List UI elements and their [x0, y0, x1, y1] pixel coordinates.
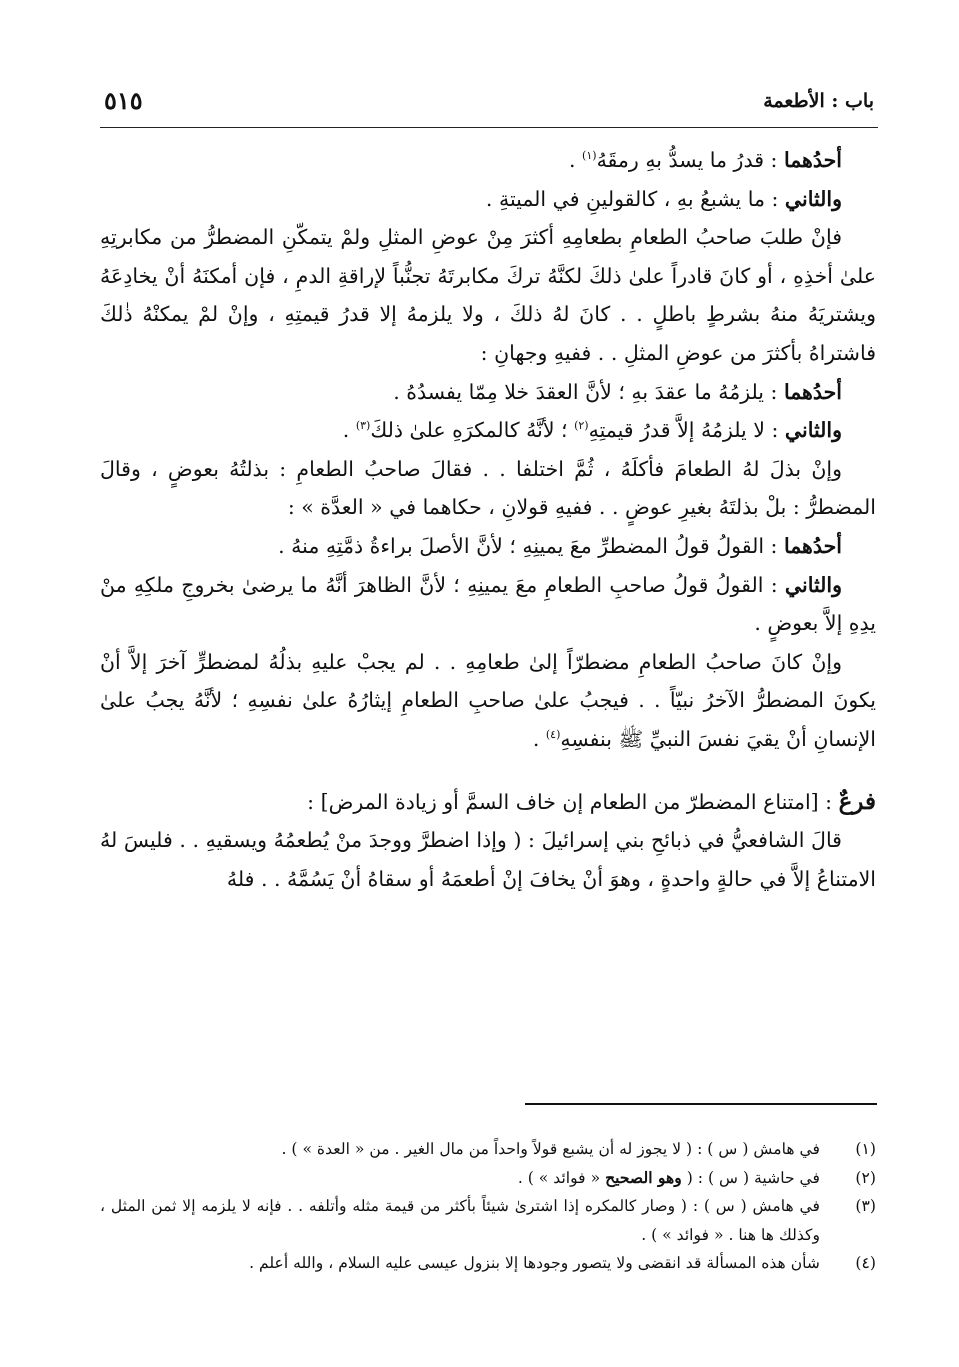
- paragraph-tail: .: [569, 148, 583, 172]
- footnote-text: في هامش ( س ) : ( لا يجوز له أن يشبع قولاً واحداً من مال الغير . من « العدة » ) .: [281, 1140, 820, 1158]
- paragraph-tail: .: [342, 418, 356, 443]
- footnote-text: في حاشية ( س ) : (: [681, 1168, 820, 1187]
- paragraph: [100, 527, 876, 566]
- paragraph-tail: .: [532, 726, 546, 751]
- paragraph-lead: والثاني: [784, 572, 842, 597]
- footnote: [100, 1164, 876, 1193]
- chapter-title: باب : الأطعمة: [763, 90, 874, 112]
- paragraph-text: وإنْ كانَ صاحبُ الطعامِ مضطرّاً إلىٰ طعامِهِ . . لم يجبْ عليهِ بذلُهُ لمضطرٍّ آخرَ إلاَّ أنْ يكونَ المضطرُّ الآخرُ نبيّاً . . فيجبُ علىٰ صاحبِ الطعامِ إيثارُهُ علىٰ نفسِهِ ؛ لأنَّهُ يجبُ علىٰ الإنسانِ أنْ يقيَ نفسَ النبيِّ ﷺ بنفسِهِ: [100, 649, 876, 751]
- paragraph: [100, 218, 876, 372]
- footnote: [100, 1249, 876, 1278]
- paragraph-text: : القولُ قولُ المضطرِّ معَ يمينِهِ ؛ لأنَّ الأصلَ براءةُ ذمَّتِهِ منهُ .: [278, 533, 784, 558]
- paragraph-lead: والثاني: [784, 186, 842, 211]
- paragraph-text: : القولُ قولُ صاحبِ الطعامِ معَ يمينِهِ ؛ لأنَّ الظاهرَ أنَّهُ ما يرضىٰ بخروجِ ملكِهِ منْ يدِهِ إلاَّ بعوضٍ .: [100, 572, 876, 636]
- paragraph: [100, 180, 876, 219]
- footnote-number: (٢): [855, 1168, 876, 1187]
- paragraph-text: : لا يلزمُهُ إلاَّ قدرُ قيمتِهِ: [588, 418, 785, 443]
- footnote: [100, 1135, 876, 1164]
- paragraph-text: قالَ الشافعيُّ في ذبائحِ بني إسرائيلَ : ( وإذا اضطرَّ ووجدَ منْ يُطعمُهُ ويسقيهِ . . فليسَ لهُ الامتناعُ إلاَّ في حالةٍ واحدةٍ ، وهوَ أنْ يخافَ إنْ أطعمَهُ أو سقاهُ أنْ يَسُمَّهُ . . فلهُ: [100, 828, 876, 891]
- footnote-ref: (١): [582, 149, 597, 163]
- paragraph-text: : يلزمُهُ ما عقدَ بهِ ؛ لأنَّ العقدَ خلا مِمّا يفسدُهُ .: [393, 379, 784, 404]
- paragraph: [100, 783, 876, 822]
- footnote: [100, 1192, 876, 1249]
- footnotes: [100, 1135, 876, 1278]
- main-text: [100, 141, 876, 898]
- paragraph-lead: أحدُهما: [783, 148, 842, 172]
- page-number: ٥١٥: [104, 86, 143, 115]
- paragraph: [100, 450, 876, 527]
- header-rule: [100, 127, 878, 128]
- footnote-text: « فوائد » ) .: [517, 1168, 606, 1187]
- footnote-ref: (٤): [545, 728, 561, 742]
- paragraph: [100, 373, 876, 412]
- paragraph-text: ؛ لأنَّهُ كالمكرَهِ علىٰ ذلكَ: [370, 418, 575, 443]
- paragraph: [100, 821, 876, 898]
- footnote-separator: [525, 1103, 877, 1105]
- page-header: [100, 84, 876, 124]
- footnote-number: (١): [855, 1140, 876, 1158]
- footnote-bold: وهو الصحيح: [605, 1167, 682, 1187]
- paragraph-text: وإنْ بذلَ لهُ الطعامَ فأكلَهُ ، ثُمَّ اختلفا . . فقالَ صاحبُ الطعامِ : بذلتُهُ بعوضٍ ، وقالَ المضطرُّ : بلْ بذلتَهُ بغيرِ عوضٍ . . ففيهِ قولانِ ، حكاهما في « العدَّة » :: [100, 456, 876, 520]
- paragraph-lead: أحدُهما: [783, 533, 842, 558]
- paragraph-text: : ما يشبعُ بهِ ، كالقولينِ في الميتةِ .: [485, 186, 785, 211]
- footnote-ref: (٢): [574, 419, 589, 433]
- paragraph-lead: أحدُهما: [783, 379, 842, 404]
- paragraph-text: : قدرُ ما يسدُّ بهِ رمقَهُ: [596, 148, 784, 172]
- footnote-number: (٤): [855, 1254, 876, 1272]
- footnote-text: شأن هذه المسألة قد انقضى ولا يتصور وجودها إلا بنزول عيسى عليه السلام ، والله أعلم .: [249, 1254, 820, 1272]
- paragraph-text: فإنْ طلبَ صاحبُ الطعامِ بطعامِهِ أكثرَ مِنْ عوضِ المثلِ ولمْ يتمكّنِ المضطرُّ من مكابرتِهِ علىٰ أخذِهِ ، أو كانَ قادراً علىٰ ذلكَ لكنَّهُ تركَ مكابرتَهُ تجنُّباً لإراقةِ الدمِ ، فإن أمكنَهُ أنْ يخادِعَهُ ويشتريَهُ منهُ بشرطٍ باطلٍ . . كانَ لهُ ذلكَ ، ولا يلزمهُ إلا قدرُ قيمتِهِ ، وإنْ لمْ يمكنْهُ ذٰلكَ فاشتراهُ بأكثرَ من عوضِ المثلِ . . ففيهِ وجهانِ :: [100, 225, 876, 365]
- paragraph-lead: والثاني: [784, 418, 842, 443]
- paragraph-lead: فرعٌ: [838, 787, 876, 815]
- paragraph: [100, 566, 876, 643]
- footnote-number: (٣): [855, 1197, 876, 1215]
- paragraph: [100, 643, 876, 759]
- paragraph: [100, 411, 876, 450]
- footnote-ref: (٣): [355, 419, 371, 433]
- paragraph: [100, 141, 876, 180]
- footnote-text: في هامش ( س ) : ( وصار كالمكره إذا اشترىٰ شيئاً بأكثر من قيمة مثله وأتلفه . . فإنه لا يلزمه إلا ثمن المثل ، وكذلك ها هنا . « فوائد » ) .: [100, 1197, 820, 1244]
- paragraph-text: : [امتناع المضطرّ من الطعام إن خاف السمَّ أو زيادة المرض] :: [307, 789, 839, 814]
